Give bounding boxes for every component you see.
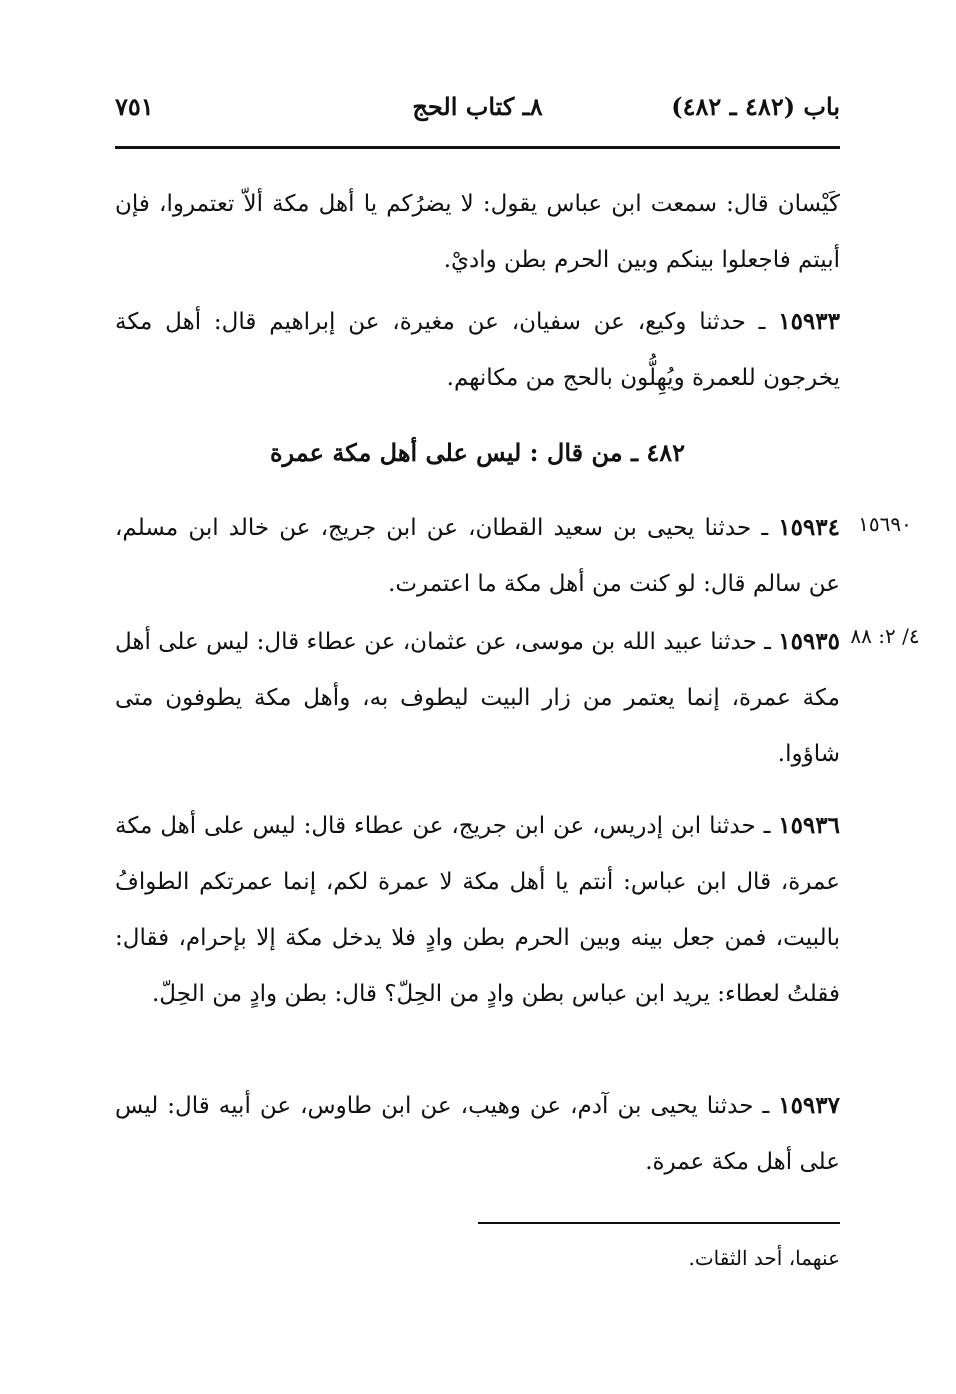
margin-cross-reference: ١٥٦٩٠ [858,512,912,536]
hadith-number: ١٥٩٣٥ [778,628,840,655]
hadith-15934 [115,500,840,612]
chapter-reference: باب (٤٨٢ ـ ٤٨٢) [671,92,840,121]
hadith-text: ـ حدثنا ابن إدريس، عن ابن جريج، عن عطاء قال: ليس على أهل مكة عمرة، قال ابن عباس: أنتم يا أهل مكة لا عمرة لكم، إنما عمرتكم الطوافُ بالبيت، فمن جعل بينه وبين الحرم بطن وادٍ فلا يدخل مكة إلا بإحرام، فقال: فقلتُ لعطاء: يريد ابن عباس بطن وادٍ من الحِلّ؟ قال: بطن وادٍ من الحِلّ. [115,813,840,1007]
page-number: ٧٥١ [115,92,154,121]
hadith-15937 [115,1078,840,1190]
book-title: ٨ـ كتاب الحج [412,92,543,121]
hadith-number: ١٥٩٣٤ [778,514,840,541]
hadith-text: ـ حدثنا يحيى بن آدم، عن وهيب، عن ابن طاوس، عن أبيه قال: ليس على أهل مكة عمرة. [115,1093,840,1175]
hadith-number: ١٥٩٣٧ [778,1092,840,1119]
footnote: عنهما، أحد الثقات. [688,1246,840,1270]
hadith-15936 [115,798,840,1022]
margin-cross-reference: ٤/ ٢: ٨٨ [850,624,920,648]
header-rule [115,146,840,149]
paragraph-text: كَيْسان قال: سمعت ابن عباس يقول: لا يضرُكم يا أهل مكة ألاّ تعتمروا، فإن أبيتم فاجعلوا بينكم وبين الحرم بطن واديْ. [115,191,840,273]
hadith-15933 [115,294,840,406]
hadith-15935 [115,614,840,782]
hadith-number: ١٥٩٣٣ [778,308,840,335]
footnote-rule [478,1222,840,1224]
hadith-number: ١٥٩٣٦ [778,812,840,839]
hadith-text: ـ حدثنا وكيع، عن سفيان، عن مغيرة، عن إبراهيم قال: أهل مكة يخرجون للعمرة ويُهِلُّون بالحج من مكانهم. [115,309,840,391]
paragraph-continuation [115,176,840,288]
hadith-text: ـ حدثنا عبيد الله بن موسى، عن عثمان، عن عطاء قال: ليس على أهل مكة عمرة، إنما يعتمر من زار البيت ليطوف به، وأهل مكة يطوفون متى شاؤوا. [115,629,840,767]
section-heading: ٤٨٢ ـ من قال : ليس على أهل مكة عمرة [269,438,686,467]
page-header [115,92,840,132]
hadith-text: ـ حدثنا يحيى بن سعيد القطان، عن ابن جريج، عن خالد ابن مسلم، عن سالم قال: لو كنت من أهل مكة ما اعتمرت. [115,515,840,597]
